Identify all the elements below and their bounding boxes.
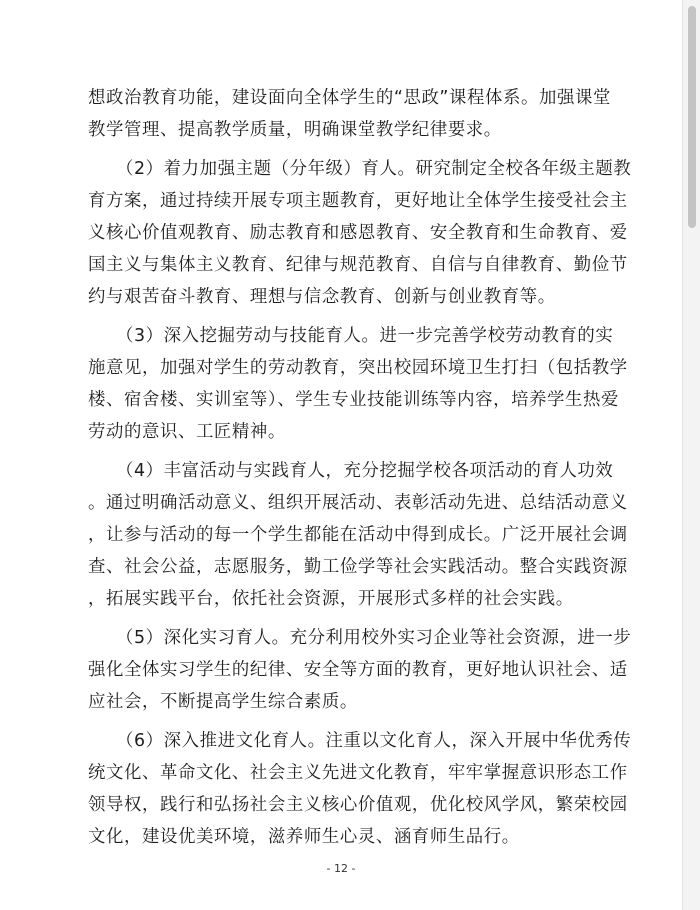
text-line: 约与艰苦奋斗教育、理想与信念教育、创新与创业教育等。: [88, 287, 556, 307]
text-line: （4）丰富活动与实践育人，充分挖掘学校各项活动的育人功效: [116, 461, 614, 481]
text-line: 楼、宿舍楼、实训室等）、学生专业技能训练等内容，培养学生热爱: [88, 390, 620, 410]
text-line: 应社会，不断提高学生综合素质。: [88, 692, 358, 712]
text-line: 文化，建设优美环境，滋养师生心灵、涵育师生品行。: [88, 827, 520, 847]
text-line: 教学管理、提高教学质量，明确课堂教学纪律要求。: [88, 120, 502, 140]
text-line: 强化全体实习学生的纪律、安全等方面的教育，更好地认识社会、适: [88, 660, 628, 680]
text-line: 查、社会公益，志愿服务，勤工俭学等社会实践活动。整合实践资源: [88, 557, 628, 577]
paragraph: [88, 320, 628, 448]
paragraph: [88, 455, 628, 615]
text-line: 义核心价值观教育、励志教育和感恩教育、安全教育和生命教育、爱: [88, 223, 628, 243]
text-line: 领导权，践行和弘扬社会主义核心价值观，优化校风学风，繁荣校园: [88, 795, 628, 815]
text-line: 统文化、革命文化、社会主义先进文化教育，牢牢掌握意识形态工作: [88, 763, 628, 783]
paragraph: [88, 82, 611, 146]
text-line: 施意见，加强对学生的劳动教育，突出校园环境卫生打扫（包括教学: [88, 358, 628, 378]
text-line: ，让参与活动的每一个学生都能在活动中得到成长。广泛开展社会调: [88, 525, 628, 545]
text-line: （2）着力加强主题（分年级）育人。研究制定全校各年级主题教: [116, 159, 632, 179]
paragraph: [88, 725, 632, 853]
paragraph: [88, 622, 632, 718]
text-line: （5）深化实习育人。充分利用校外实习企业等社会资源，进一步: [116, 628, 632, 648]
page-number: - 12 -: [326, 862, 356, 875]
paragraph: [88, 153, 632, 313]
text-line: 想政治教育功能，建设面向全体学生的“思政”课程体系。加强课堂: [88, 88, 611, 108]
text-line: 育方案，通过持续开展专项主题教育，更好地让全体学生接受社会主: [88, 191, 628, 211]
document-body: [88, 82, 632, 853]
text-line: （3）深入挖掘劳动与技能育人。进一步完善学校劳动教育的实: [116, 326, 614, 346]
text-line: ，拓展实践平台，依托社会资源，开展形式多样的社会实践。: [88, 589, 574, 609]
scrollbar-thumb[interactable]: [688, 6, 696, 228]
text-line: 国主义与集体主义教育、纪律与规范教育、自信与自律教育、勤俭节: [88, 255, 628, 275]
vertical-scrollbar[interactable]: [682, 0, 700, 910]
text-line: 劳动的意识、工匠精神。: [88, 422, 286, 442]
text-line: （6）深入推进文化育人。注重以文化育人，深入开展中华优秀传: [116, 731, 632, 751]
text-line: 。通过明确活动意义、组织开展活动、表彰活动先进、总结活动意义: [88, 493, 628, 513]
